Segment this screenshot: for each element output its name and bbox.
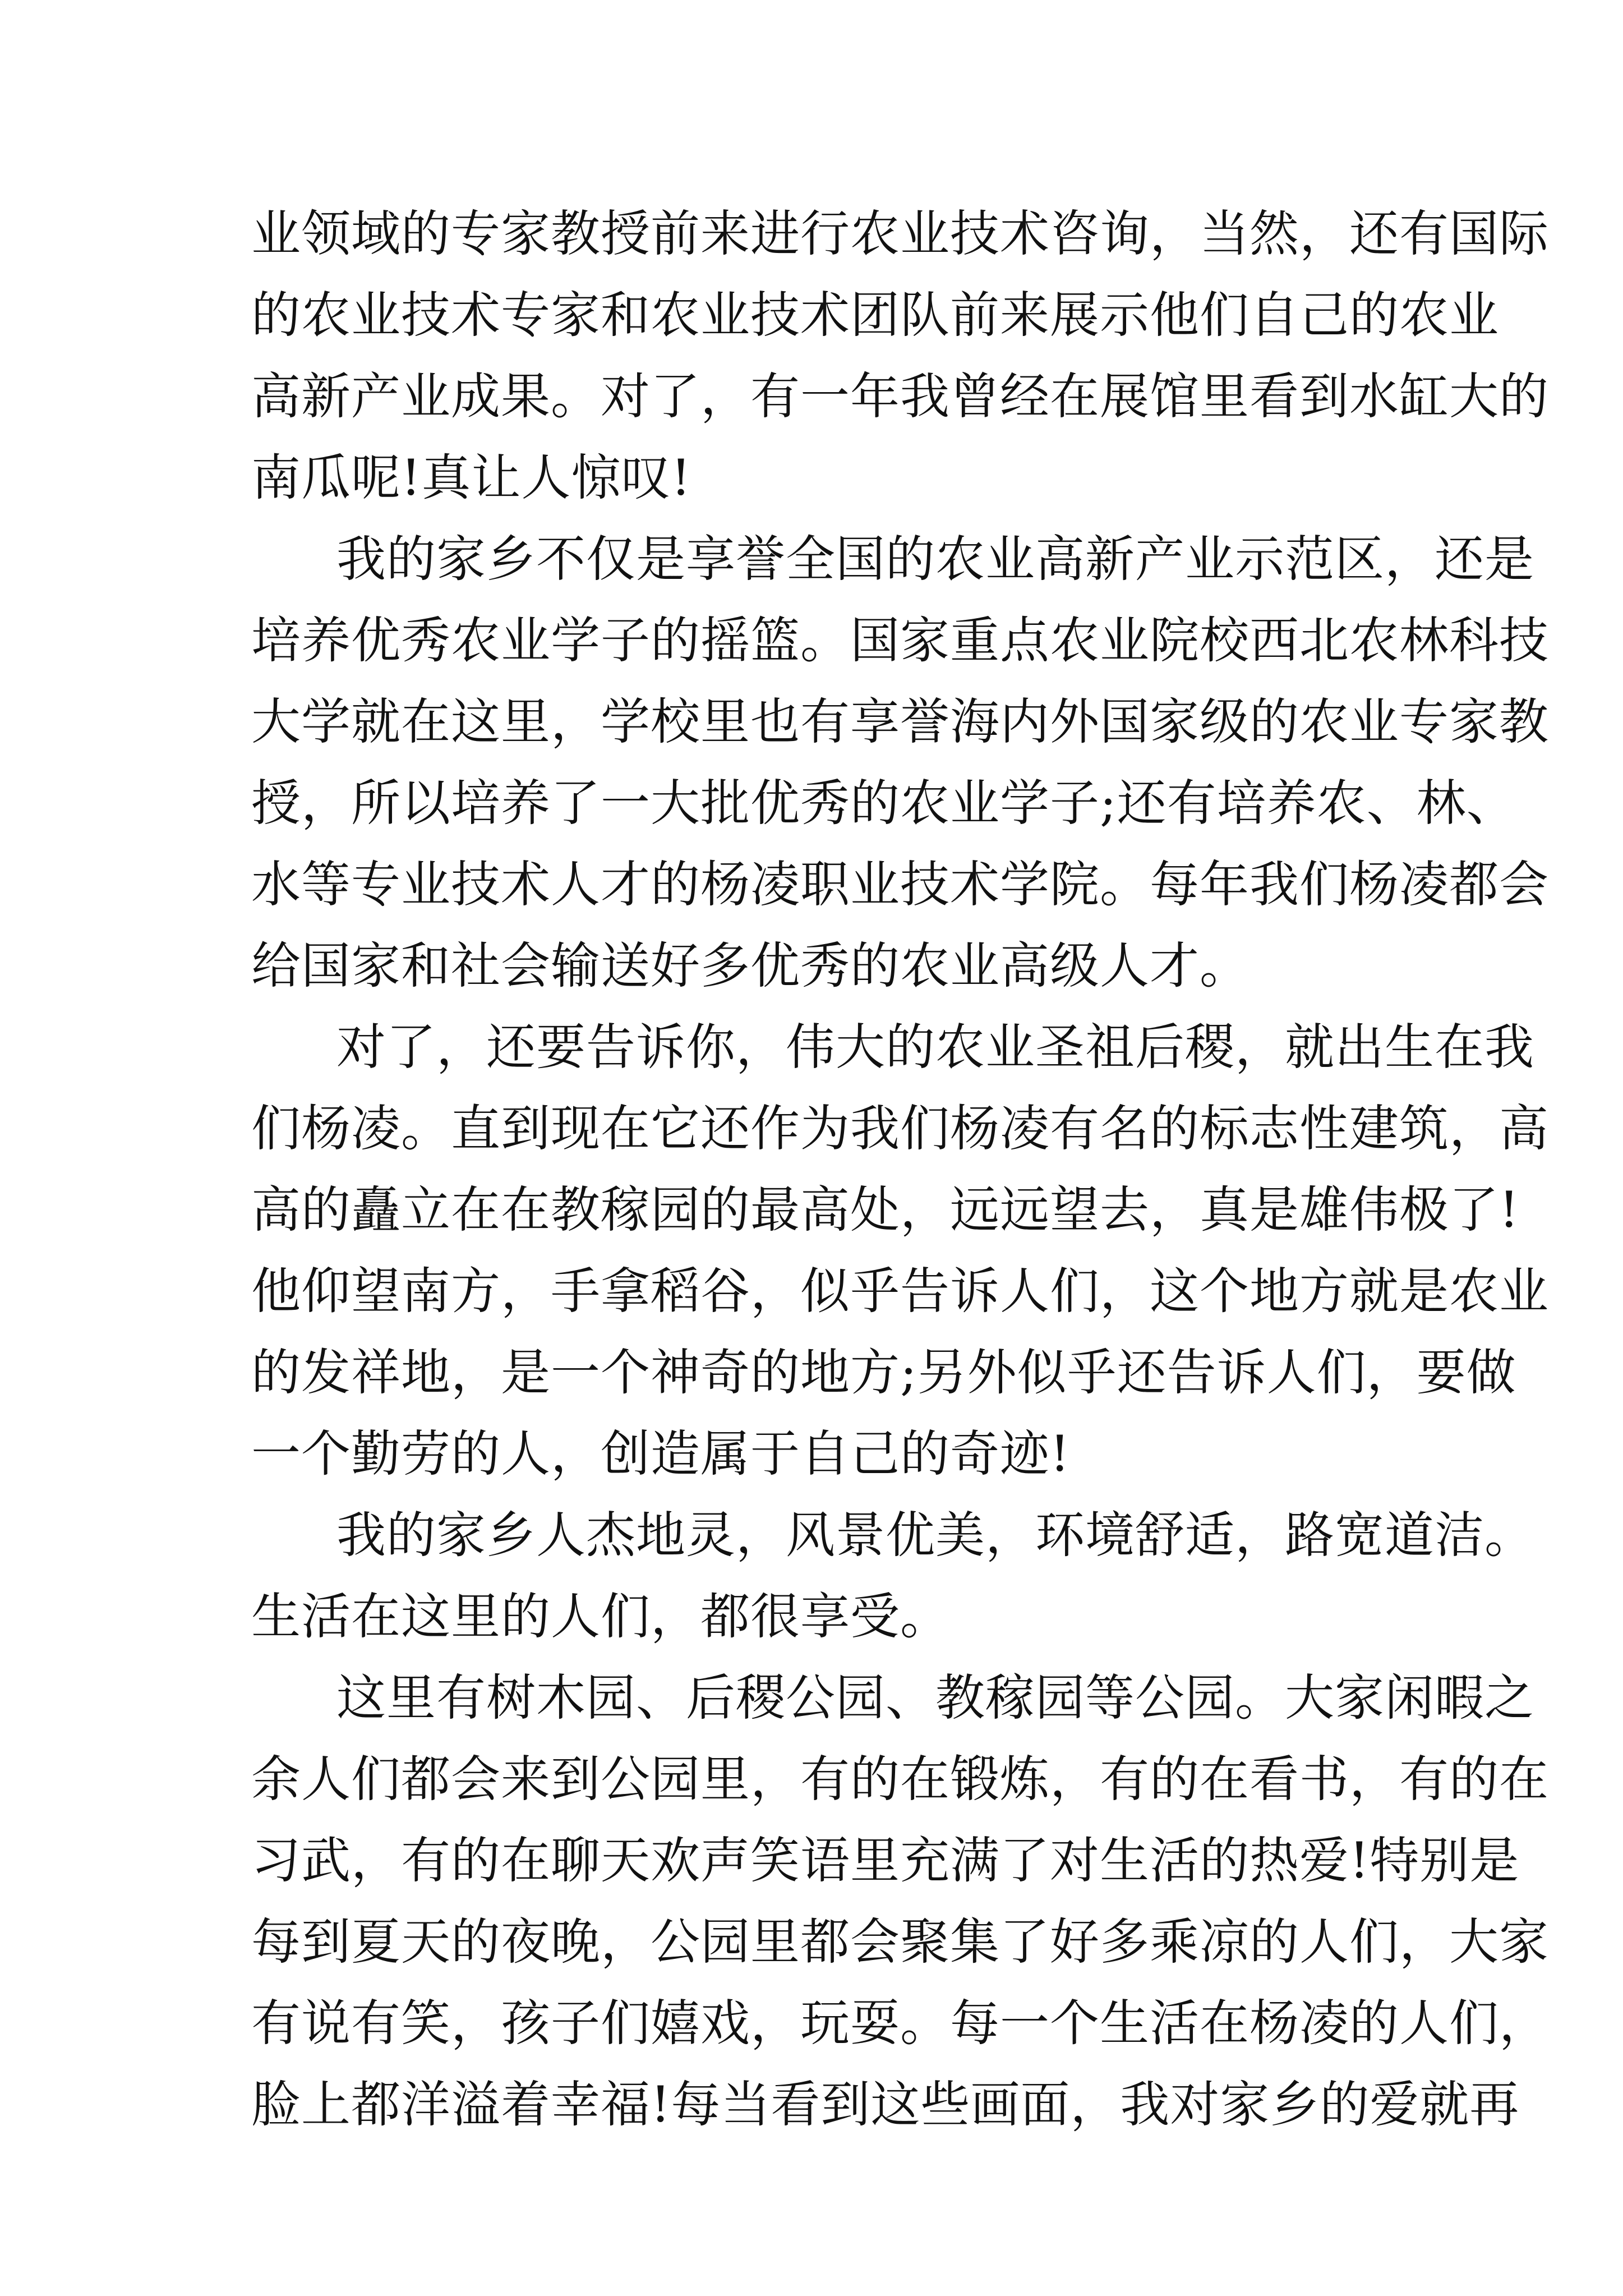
body-text — [251, 193, 1550, 2145]
text-line: 每到夏天的夜晚，公园里都会聚集了好多乘凉的人们，大家 — [251, 1913, 1550, 1971]
text-line: 业领域的专家教授前来进行农业技术咨询，当然，还有国际 — [251, 205, 1550, 263]
paragraph-first-line: 我的家乡不仅是享誉全国的农业高新产业示范区，还是 — [336, 530, 1535, 588]
text-line: 授，所以培养了一大批优秀的农业学子;还有培养农、林、 — [251, 774, 1516, 832]
text-line: 水等专业技术人才的杨凌职业技术学院。每年我们杨凌都会 — [251, 855, 1550, 913]
text-line: 高的矗立在在教稼园的最高处，远远望去，真是雄伟极了! — [251, 1181, 1520, 1239]
text-line: 培养优秀农业学子的摇篮。国家重点农业院校西北农林科技 — [251, 611, 1550, 669]
text-line: 们杨凌。直到现在它还作为我们杨凌有名的标志性建筑，高 — [251, 1099, 1550, 1157]
text-line: 习武，有的在聊天欢声笑语里充满了对生活的热爱!特别是 — [251, 1832, 1520, 1889]
text-line: 他仰望南方，手拿稻谷，似乎告诉人们，这个地方就是农业 — [251, 1262, 1550, 1320]
text-line: 脸上都洋溢着幸福!每当看到这些画面，我对家乡的爱就再 — [251, 2076, 1520, 2133]
text-line: 给国家和社会输送好多优秀的农业高级人才。 — [251, 937, 1250, 995]
text-line: 南瓜呢!真让人惊叹! — [251, 449, 691, 507]
text-line: 有说有笑，孩子们嬉戏，玩耍。每一个生活在杨凌的人们， — [251, 1994, 1550, 2052]
text-line: 一个勤劳的人，创造属于自己的奇迹! — [251, 1425, 1071, 1483]
text-line: 生活在这里的人们，都很享受。 — [251, 1588, 951, 1645]
paragraph-first-line: 我的家乡人杰地灵，风景优美，环境舒适，路宽道洁。 — [336, 1506, 1535, 1564]
paragraph-first-line: 对了，还要告诉你，伟大的农业圣祖后稷，就出生在我 — [336, 1018, 1535, 1076]
text-line: 余人们都会来到公园里，有的在锻炼，有的在看书，有的在 — [251, 1750, 1550, 1808]
text-line: 的农业技术专家和农业技术团队前来展示他们自己的农业 — [251, 286, 1500, 344]
text-line: 的发祥地，是一个神奇的地方;另外似乎还告诉人们，要做 — [251, 1343, 1516, 1401]
text-line: 高新产业成果。对了，有一年我曾经在展馆里看到水缸大的 — [251, 367, 1550, 425]
paragraph-first-line: 这里有树木园、后稷公园、教稼园等公园。大家闲暇之 — [336, 1669, 1535, 1727]
text-line: 大学就在这里，学校里也有享誉海内外国家级的农业专家教 — [251, 693, 1550, 751]
